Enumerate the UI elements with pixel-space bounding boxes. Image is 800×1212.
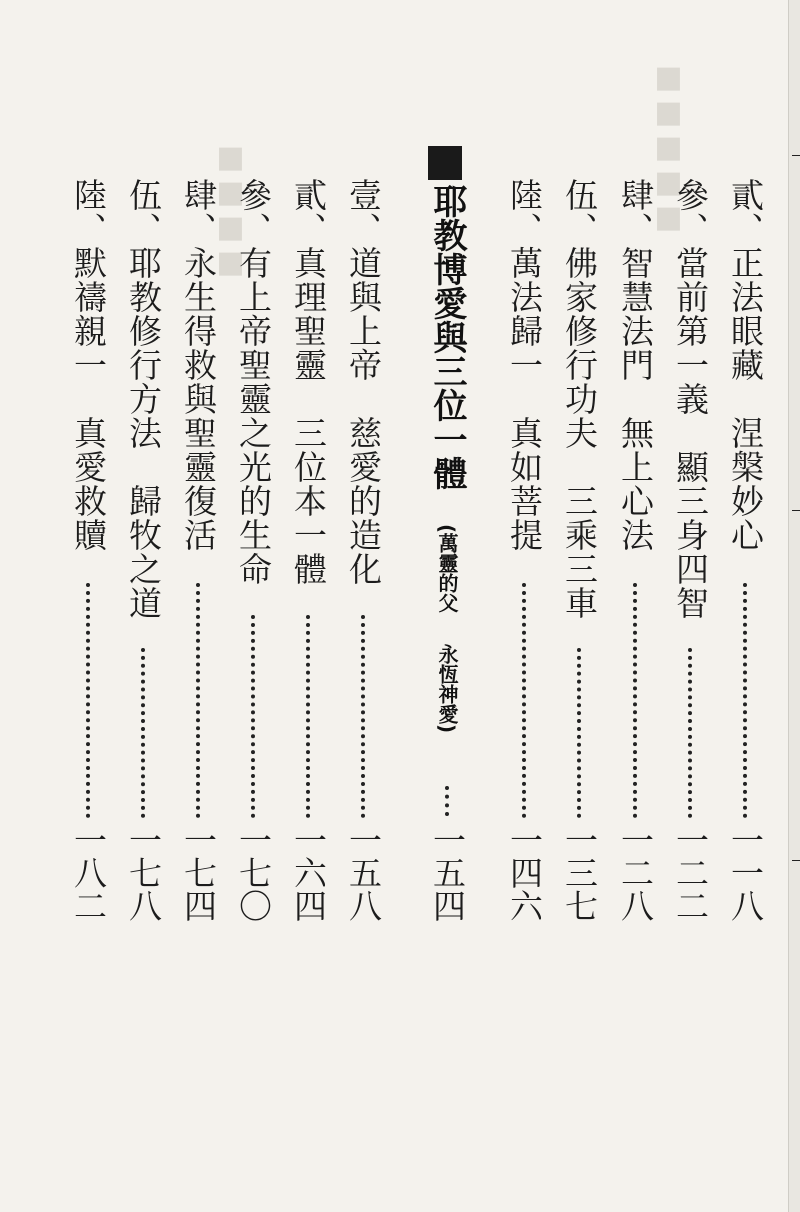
next-page-edge (788, 0, 800, 1212)
section-subtitle: 永恆神愛) (435, 644, 459, 734)
toc-entry-page: 一五八 (344, 823, 383, 922)
toc-entry[interactable] (230, 178, 276, 1028)
section-page: 一五四 (428, 823, 467, 922)
toc-entry-page: 一一八 (726, 823, 765, 922)
toc-entry-title: 肆、智慧法門 無上心法 (616, 178, 655, 552)
toc-entry-page: 一七〇 (234, 823, 273, 922)
section-title: 耶教博愛與三位一體 (427, 184, 467, 490)
leader-dots (361, 615, 365, 818)
toc-entry-title: 陸、萬法歸一 真如菩提 (505, 178, 544, 552)
toc-entry-page: 一四六 (505, 823, 544, 922)
toc-entry-page: 一七四 (179, 823, 218, 922)
toc-entry[interactable] (556, 178, 602, 1028)
toc-entry[interactable] (722, 178, 768, 1028)
leader-dots (196, 583, 200, 818)
toc-entry-page: 一六四 (289, 823, 328, 922)
toc-entry[interactable] (340, 178, 386, 1028)
toc-entry-title: 貳、正法眼藏 涅槃妙心 (726, 178, 765, 552)
section-marker (428, 146, 462, 180)
toc-entry[interactable] (175, 178, 221, 1028)
leader-dots (633, 583, 637, 818)
toc-entry-title: 陸、默禱親一 真愛救贖 (69, 178, 108, 552)
toc-entry-title: 壹、道與上帝 慈愛的造化 (344, 178, 383, 586)
toc-entry[interactable] (65, 178, 111, 1028)
toc-entry-page: 一三七 (560, 823, 599, 922)
toc-section[interactable] (424, 146, 470, 1046)
toc-entry-title: 參、當前第一義 顯三身四智 (671, 178, 710, 620)
toc-entry[interactable] (285, 178, 331, 1028)
leader-dots (445, 786, 449, 816)
leader-dots (688, 648, 692, 818)
toc-entry-title: 伍、佛家修行功夫 三乘三車 (560, 178, 599, 620)
toc-entry-page: 一七八 (124, 823, 163, 922)
leader-dots (306, 615, 310, 818)
toc-entry[interactable] (501, 178, 547, 1028)
leader-dots (743, 583, 747, 818)
leader-dots (522, 583, 526, 818)
leader-dots (251, 615, 255, 818)
leader-dots (86, 583, 90, 818)
toc-entry[interactable] (120, 178, 166, 1028)
toc-entry-title: 貳、真理聖靈 三位本一體 (289, 178, 328, 586)
toc-entry-page: 一八二 (69, 823, 108, 922)
section-subtitle: (萬靈的父 (435, 524, 459, 614)
toc-entry-title: 參、有上帝聖靈之光的生命 (234, 178, 273, 586)
bleed-through-decoration: ■■■■■ (651, 60, 686, 235)
leader-dots (141, 648, 145, 818)
toc-entry-page: 一二八 (616, 823, 655, 922)
bleed-through-decoration: ■■■■ (213, 140, 248, 280)
toc-entry[interactable] (612, 178, 658, 1028)
toc-entry-title: 伍、耶教修行方法 歸牧之道 (124, 178, 163, 620)
toc-entry-page: 一二二 (671, 823, 710, 922)
leader-dots (577, 648, 581, 818)
toc-entry-title: 肆、永生得救與聖靈復活 (179, 178, 218, 552)
toc-entry[interactable] (667, 178, 713, 1028)
